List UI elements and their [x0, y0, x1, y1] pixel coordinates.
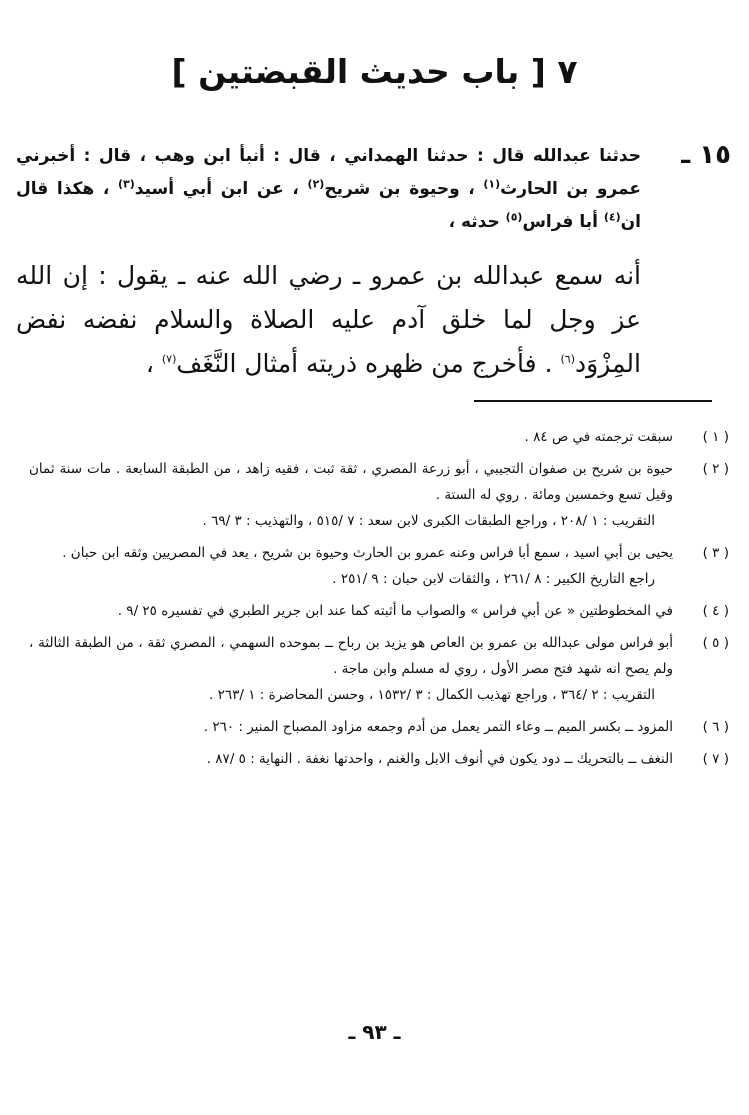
footnote-2 [29, 456, 729, 534]
footnote-number: ( ١ ) [702, 429, 729, 445]
footnote-body [29, 540, 673, 592]
footnote-7 [29, 746, 729, 772]
footnotes [29, 424, 729, 778]
footnote-text: النغف ــ بالتحريك ــ دود يكون في أنوف الابل والغنم ، واحدتها نغفة . النهاية : ٥ /٨٧ . [206, 751, 673, 767]
footnote-number: ( ٤ ) [702, 603, 729, 619]
isnad-text: ، وحيوة بن شريح [324, 179, 484, 199]
footnote-number: ( ٣ ) [702, 545, 729, 561]
footnote-body [29, 630, 673, 708]
footnote-reference: التقريب : ٢ /٣٦٤ ، وراجع تهذيب الكمال : ٣ /١٥٣٢ ، وحسن المحاضرة : ١ /٢٦٣ . [209, 687, 655, 703]
footnote-number: ( ٦ ) [702, 719, 729, 735]
footnote-text: سبقت ترجمته في ص ٨٤ . [524, 429, 673, 445]
chapter-title: ٧ [ باب حديث القبضتين ] [171, 52, 578, 91]
footnote-6 [29, 714, 729, 740]
footnote-ref: (٦) [560, 352, 575, 366]
footnote-ref: (٥) [505, 210, 523, 224]
footnote-reference: راجع التاريخ الكبير : ٨ /٢٦١ ، والثقات لابن حبان : ٩ /٢٥١ . [332, 571, 655, 587]
isnad-text: ، هكذا قال ان [16, 179, 641, 232]
footnote-body [29, 456, 673, 534]
footnote-body [29, 746, 673, 772]
matn-text: أنه سمع عبدالله بن عمرو ـ رضي الله عنه ـ يقول : إن الله عز وجل لما خلق آدم عليه الصلاة والسلام نفضه نفض المِزْوَد [16, 261, 641, 378]
footnote-3 [29, 540, 729, 592]
footnote-body [29, 714, 673, 740]
footnote-ref: (٧) [161, 352, 177, 366]
footnote-ref: (٣) [117, 177, 135, 191]
footnote-5 [29, 630, 729, 708]
isnad-text: ، عن ابن أبي أسيد [134, 179, 308, 199]
hadith-isnad [16, 140, 641, 239]
footnote-text: في المخطوطتين « عن أبي فراس » والصواب ما أثبته كما عند ابن جرير الطبري في تفسيره ٢٥ /٩ . [117, 603, 673, 619]
isnad-text: أبا فراس [522, 212, 604, 232]
footnote-ref: (٢) [307, 177, 325, 191]
page-number: ـ ٩٣ ـ [348, 1020, 401, 1044]
matn-text: ، [145, 349, 162, 378]
footnote-body [29, 598, 673, 624]
footnote-text: المزود ــ بكسر الميم ــ وعاء التمر يعمل من أدم وجمعه مزاود المصباح المنير : ٢٦٠ . [203, 719, 673, 735]
hadith-matn [16, 254, 641, 386]
hadith-number: ١٥ ـ [681, 140, 731, 170]
isnad-text: حدثنا عبدالله قال : حدثنا الهمداني ، قال : أنبأ ابن وهب ، قال : أخبرني عمرو بن الحارث [16, 146, 641, 199]
footnote-number: ( ٧ ) [702, 751, 729, 767]
footnote-reference: التقريب : ١ /٢٠٨ ، وراجع الطبقات الكبرى لابن سعد : ٧ /٥١٥ ، والتهذيب : ٣ /٦٩ . [202, 513, 655, 529]
footnote-body [29, 424, 673, 450]
isnad-text: حدثه ، [448, 212, 506, 232]
footnote-text: أبو فراس مولى عبدالله بن عمرو بن العاص هو يزيد بن رباح ــ بموحده السهمي ، المصري ثقة ، من الطبقة الثالثة ، ولم يصح انه شهد فتح مصر الأول ، روي له مسلم وابن ماجة . [29, 635, 673, 677]
footnote-1 [29, 424, 729, 450]
footnote-number: ( ٥ ) [702, 635, 729, 651]
footnote-separator [474, 400, 712, 402]
matn-text: . فأخرج من ظهره ذريته أمثال النَّغَف [176, 349, 561, 378]
footnote-text: حيوة بن شريح بن صفوان التجيبي ، أبو زرعة المصري ، ثقة ثبت ، فقيه زاهد ، من الطبقة السابعة . مات سنة ثمان وقيل تسع وخمسين ومائة . روي له الستة . [29, 461, 673, 503]
footnote-ref: (١) [483, 177, 501, 191]
footnote-text: يحيى بن أبي اسيد ، سمع أبا فراس وعنه عمرو بن الحارث وحيوة بن شريح ، يعد في المصريين وثقه ابن حبان . [62, 545, 673, 561]
footnote-number: ( ٢ ) [702, 461, 729, 477]
footnote-ref: (٤) [603, 210, 621, 224]
footnote-4 [29, 598, 729, 624]
